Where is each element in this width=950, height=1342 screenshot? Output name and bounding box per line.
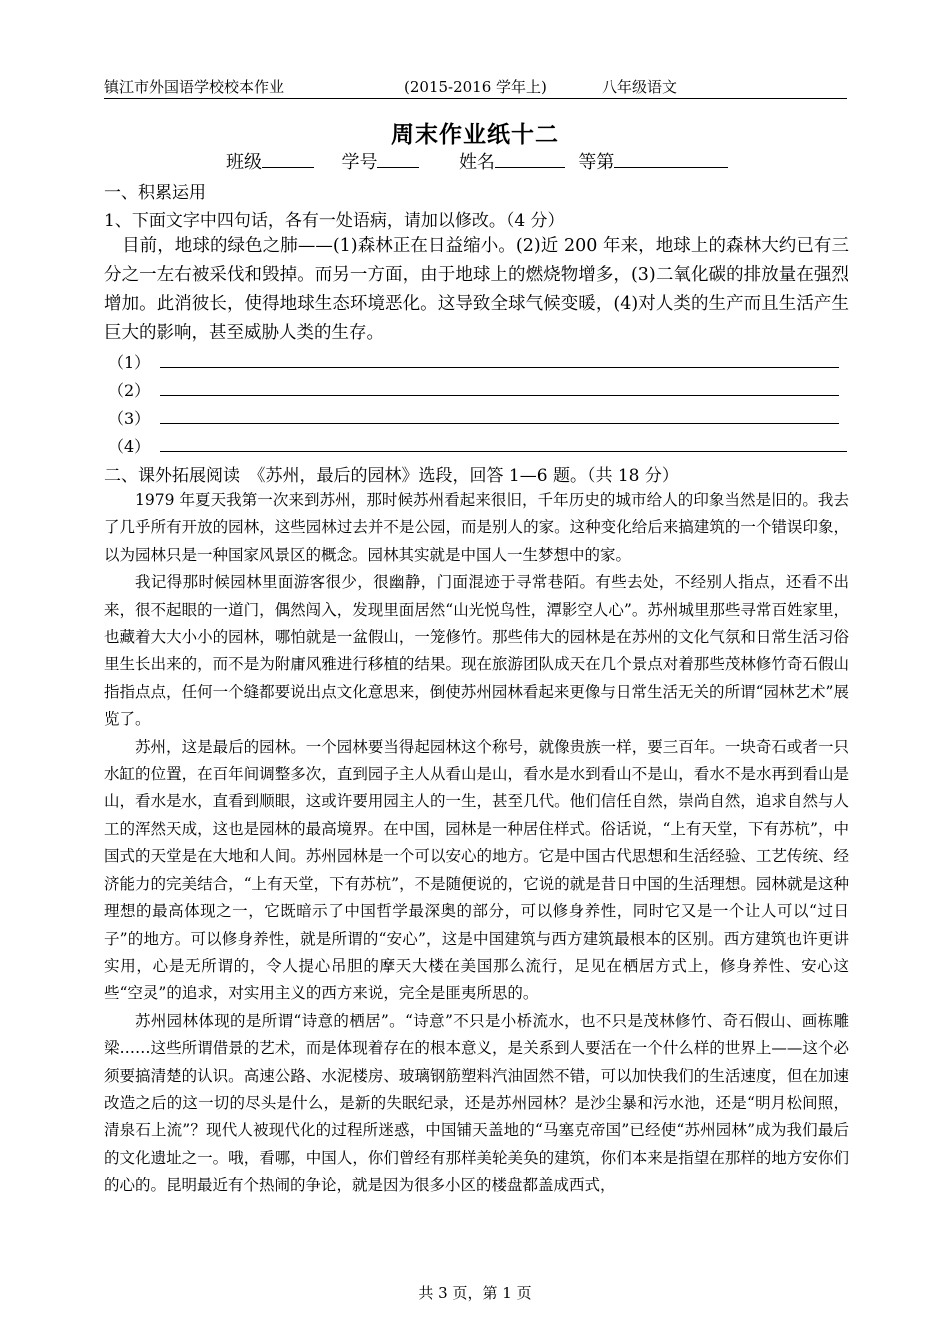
student-id-blank[interactable] bbox=[377, 149, 419, 168]
header-subject: 八年级语文 bbox=[602, 78, 678, 96]
section2-heading: 二、课外拓展阅读 《苏州，最后的园林》选段，回答 1—6 题。（共 18 分） bbox=[104, 466, 679, 486]
answer-label-3: （3） bbox=[108, 409, 151, 428]
answer-line-2[interactable] bbox=[160, 395, 839, 396]
class-label: 班级 bbox=[226, 152, 262, 173]
reading-paragraph-2: 我记得那时候园林里面游客很少，很幽静，门面混迹于寻常巷陌。有些去处，不经别人指点，还看不出来，很不起眼的一道门，偶然闯入，发现里面居然“山光悦鸟性，潭影空人心”。苏州城里那些寻常百姓家里，也藏着大大小小的园林，哪怕就是一盆假山，一笼修竹。那些伟大的园林是在苏州的文化气氛和日常生活习俗里生长出来的，而不是为附庸风雅进行移植的结果。现在旅游团队成天在几个景点对着那些茂林修竹奇石假山指指点点，任何一个缝都要说出点文化意思来，倒使苏州园林看起来更像与日常生活无关的所谓“园林艺术”展览了。 bbox=[104, 573, 849, 729]
grade-blank[interactable] bbox=[614, 149, 728, 168]
answer-label-1: （1） bbox=[108, 353, 151, 372]
answer-line-3[interactable] bbox=[160, 423, 839, 424]
answer-line-4[interactable] bbox=[160, 451, 847, 452]
answer-label-2: （2） bbox=[108, 381, 151, 400]
student-id-label: 学号 bbox=[341, 152, 378, 173]
student-info-line bbox=[226, 148, 728, 174]
page-title: 周末作业纸十二 bbox=[391, 121, 559, 148]
name-blank[interactable] bbox=[495, 149, 565, 168]
page-header bbox=[104, 76, 847, 99]
class-blank[interactable] bbox=[262, 149, 314, 168]
name-label: 姓名 bbox=[458, 152, 495, 173]
answer-label-4: （4） bbox=[108, 437, 151, 456]
reading-paragraph-1: 1979 年夏天我第一次来到苏州，那时候苏州看起来很旧，千年历史的城市给人的印象当然是旧的。我去了几乎所有开放的园林，这些园林过去并不是公园，而是别人的家。这种变化给后来搞建筑的一个错误印象，以为园林只是一种国家风景区的概念。园林其实就是中国人一生梦想中的家。 bbox=[104, 491, 849, 564]
page-footer: 共 3 页，第 1 页 bbox=[418, 1284, 532, 1302]
grade-label: 等第 bbox=[578, 152, 615, 173]
reading-passage bbox=[104, 487, 849, 1200]
question-1: 1、下面文字中四句话，各有一处语病，请加以修改。（4 分） bbox=[104, 211, 565, 231]
passage-text: 目前，地球的绿色之肺——(1)森林正在日益缩小。(2)近 200 年来，地球上的森林大约已有三分之一左右被采伐和毁掉。而另一方面，由于地球上的燃烧物增多，(3)二氧化碳的排放量在强烈增加。此消彼长，使得地球生态环境恶化。这导致全球气候变暖，(4)对人类的生产而且生活产生巨大的影响，甚至威胁人类的生存。 bbox=[104, 236, 849, 343]
answer-line-1[interactable] bbox=[160, 367, 839, 368]
section1-heading: 一、积累运用 bbox=[104, 183, 206, 203]
header-year: (2015-2016 学年上) bbox=[404, 78, 547, 96]
reading-paragraph-3: 苏州，这是最后的园林。一个园林要当得起园林这个称号，就像贵族一样，要三百年。一块奇石或者一只水缸的位置，在百年间调整多次，直到园子主人从看山是山，看水是水到看山不是山，看水不是水再到看山是山，看水是水，直看到顺眼，这或许要用园主人的一生，甚至几代。他们信任自然，崇尚自然，追求自然与人工的浑然天成，这也是园林的最高境界。在中国，园林是一种居住样式。俗话说，“上有天堂，下有苏杭”，中国式的天堂是在大地和人间。苏州园林是一个可以安心的地方。它是中国古代思想和生活经验、工艺传统、经济能力的完美结合，“上有天堂，下有苏杭”，不是随便说的，它说的就是昔日中国的生活理想。园林就是这种理想的最高体现之一，它既暗示了中国哲学最深奥的部分，可以修身养性，同时它又是一个让人可以“过日子”的地方。可以修身养性，就是所谓的“安心”，这是中国建筑与西方建筑最根本的区别。西方建筑也许更讲实用，心是无所谓的，令人提心吊胆的摩天大楼在美国那么流行，足见在栖居方式上，修身养性、安心这些“空灵”的追求，对实用主义的西方来说，完全是匪夷所思的。 bbox=[104, 737, 849, 1003]
question-1-passage bbox=[104, 232, 849, 348]
reading-paragraph-4: 苏州园林体现的是所谓“诗意的栖居”。“诗意”不只是小桥流水，也不只是茂林修竹、奇石假山、画栋雕梁……这些所谓借景的艺术，而是体现着存在的根本意义，是关系到人要活在一个什么样的世界上——这个必须要搞清楚的认识。高速公路、水泥楼房、玻璃钢筋塑料汽油固然不错，可以加快我们的生活速度，但在加速改造之后的这一切的尽头是什么，是新的失眠纪录，还是苏州园林？是沙尘暴和污水池，还是“明月松间照，清泉石上流”？现代人被现代化的过程所迷惑，中国铺天盖地的“马塞克帝国”已经使“苏州园林”成为我们最后的文化遗址之一。哦，看哪，中国人，你们曾经有那样美轮美奂的建筑，你们本来是指望在那样的地方安你们的心的。昆明最近有个热闹的争论，就是因为很多小区的楼盘都盖成西式， bbox=[104, 1011, 849, 1195]
header-school: 镇江市外国语学校校本作业 bbox=[104, 78, 285, 96]
